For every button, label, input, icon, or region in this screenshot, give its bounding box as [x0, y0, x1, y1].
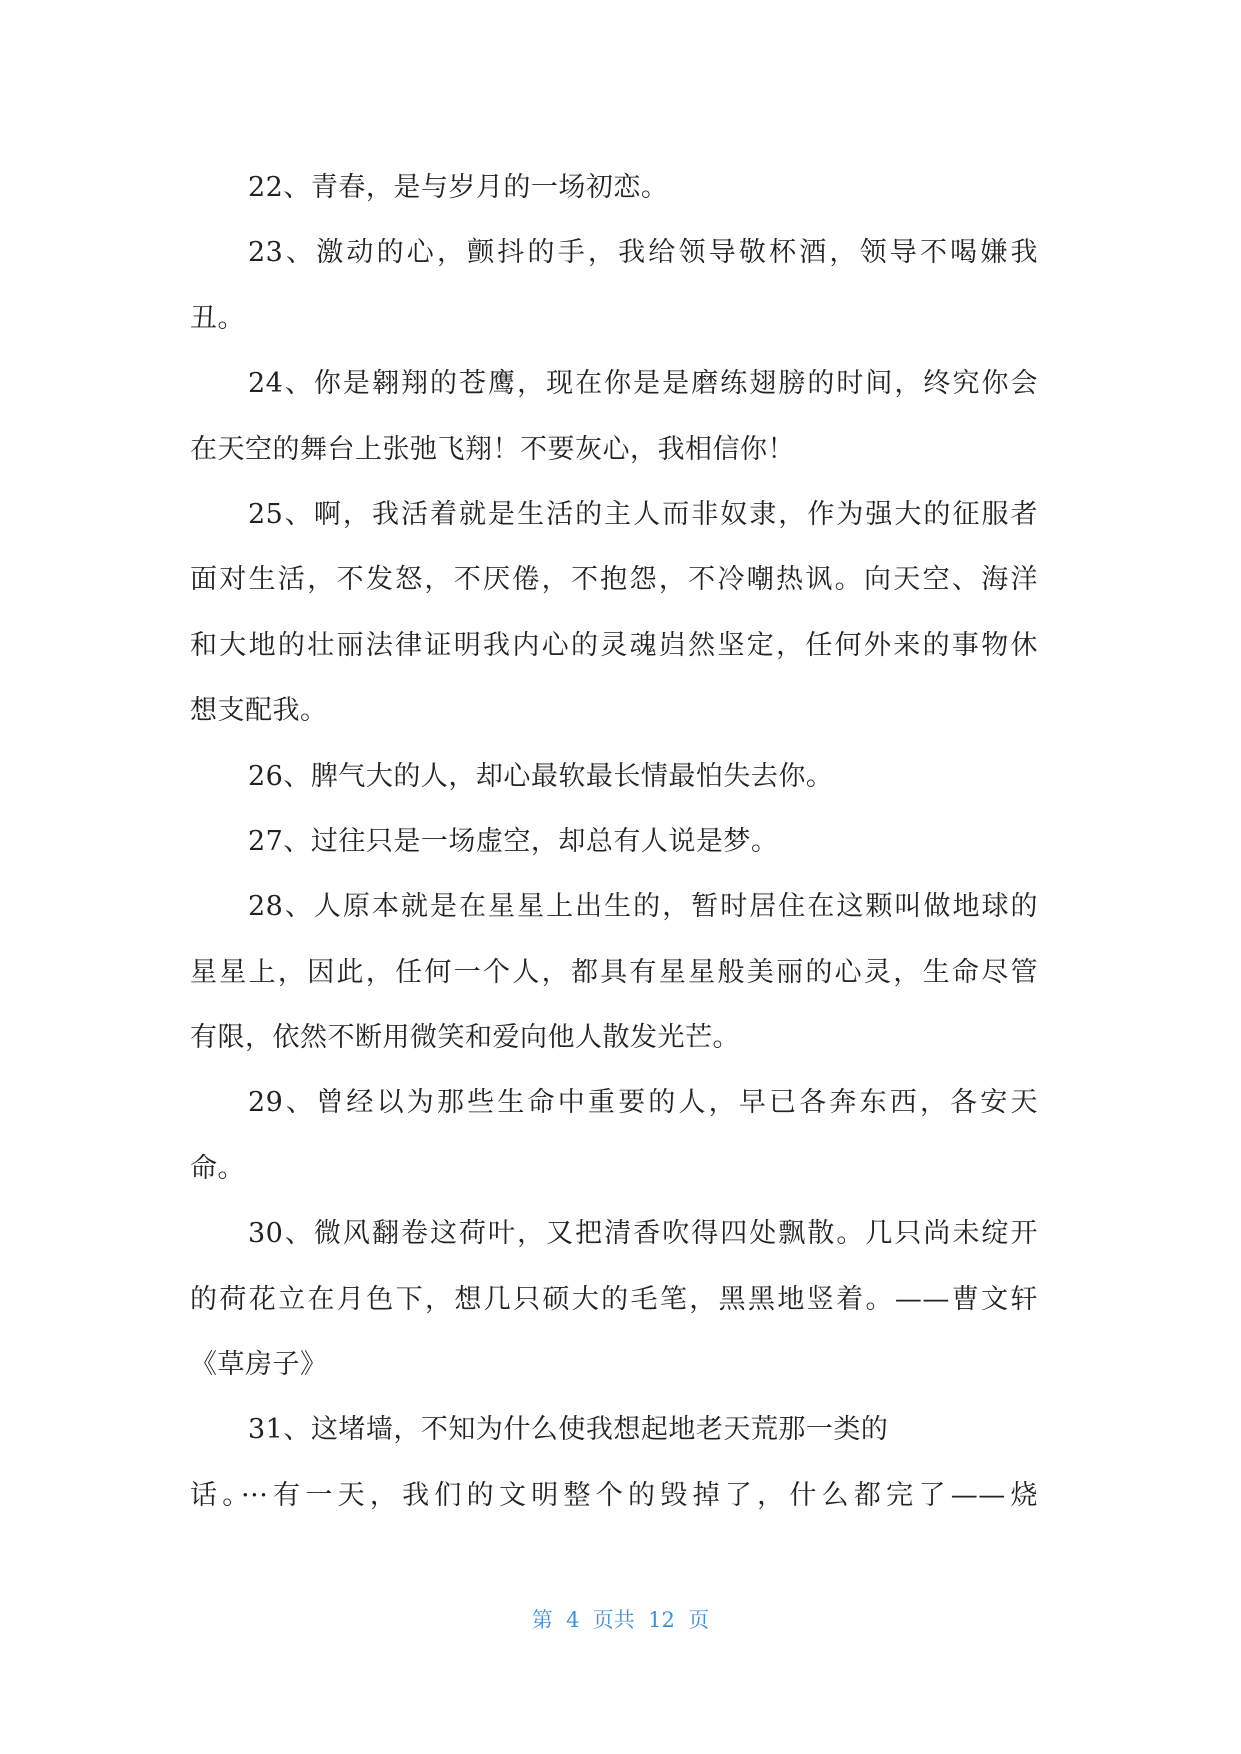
text-line: 命。: [190, 1152, 245, 1184]
text-line: 31、这堵墙，不知为什么使我想起地老天荒那一类的: [248, 1414, 889, 1446]
text-line: 的荷花立在月色下，想几只硕大的毛笔，黑黑地竖着。——曹文轩: [190, 1283, 1038, 1315]
text-line: 话。···有一天，我们的文明整个的毁掉了，什么都完了——烧: [190, 1479, 1038, 1511]
text-line: 想支配我。: [190, 695, 328, 727]
text-line: 25、啊，我活着就是生活的主人而非奴隶，作为强大的征服者: [248, 498, 1038, 530]
page-footer: 第 4 页共 12 页: [531, 1608, 710, 1632]
text-line: 29、曾经以为那些生命中重要的人，早已各奔东西，各安天: [248, 1087, 1038, 1119]
text-line: 面对生活，不发怒，不厌倦，不抱怨，不冷嘲热讽。向天空、海洋: [190, 564, 1038, 596]
text-line: 30、微风翻卷这荷叶，又把清香吹得四处飘散。几只尚未绽开: [248, 1218, 1038, 1250]
document-body: [190, 155, 1038, 1528]
text-line: 26、脾气大的人，却心最软最长情最怕失去你。: [248, 760, 834, 792]
text-line: 24、你是翱翔的苍鹰，现在你是是磨练翅膀的时间，终究你会: [248, 368, 1038, 400]
text-line: 丑。: [190, 302, 245, 334]
text-line: 27、过往只是一场虚空，却总有人说是梦。: [248, 825, 779, 857]
text-line: 有限，依然不断用微笑和爱向他人散发光芒。: [190, 1022, 740, 1054]
text-line: 22、青春，是与岁月的一场初恋。: [248, 172, 669, 203]
text-line: 《草房子》: [190, 1349, 328, 1381]
text-line: 在天空的舞台上张弛飞翔！不要灰心，我相信你！: [190, 433, 795, 465]
text-line: 28、人原本就是在星星上出生的，暂时居住在这颗叫做地球的: [248, 891, 1038, 923]
text-line: 23、激动的心，颤抖的手，我给领导敬杯酒，领导不喝嫌我: [248, 237, 1038, 269]
text-line: 和大地的壮丽法律证明我内心的灵魂岿然坚定，任何外来的事物休: [190, 629, 1038, 661]
text-line: 星星上，因此，任何一个人，都具有星星般美丽的心灵，生命尽管: [190, 956, 1038, 988]
